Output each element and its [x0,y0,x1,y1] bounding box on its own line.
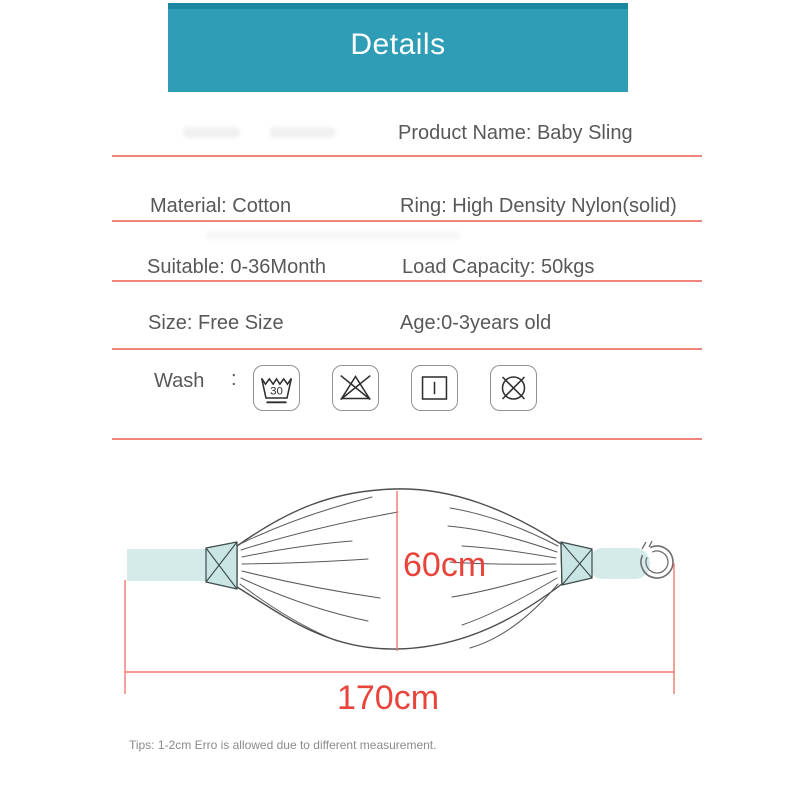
page-title: Details [350,28,446,61]
do-not-dry-clean-icon [490,365,537,411]
faint-watermark [183,127,240,138]
drip-dry-icon [411,365,458,411]
left-connector-icon [206,542,237,589]
height-dimension-label: 60cm [403,546,487,584]
sling-body [237,489,562,649]
wash-temperature: 30 [270,385,283,398]
faint-watermark [270,127,335,138]
ring-icon [641,541,673,578]
right-connector-icon [561,542,592,585]
divider-line [112,280,702,282]
spec-suitable: Suitable: 0-36Month [147,256,327,278]
tips-note: Tips: 1-2cm Erro is allowed due to different measurement. [129,738,437,752]
spec-size: Size: Free Size [148,312,284,334]
divider-line [112,438,702,440]
divider-line [112,348,702,350]
wash-label: Wash [154,370,205,392]
sling-diagram [90,470,710,720]
do-not-bleach-icon [332,365,379,411]
length-dimension-label: 170cm [336,679,440,717]
spec-material: Material: Cotton [150,195,292,217]
wash-colon: : [231,368,237,390]
spec-age: Age:0-3years old [400,312,552,334]
wash-30-icon [253,365,300,411]
left-strap [127,549,208,581]
divider-line [112,220,702,222]
spec-load-capacity: Load Capacity: 50kgs [402,256,595,278]
details-header-banner [168,3,628,92]
spec-ring: Ring: High Density Nylon(solid) [400,195,677,217]
faint-watermark [205,231,460,240]
spec-product-name: Product Name: Baby Sling [398,122,633,144]
divider-line [112,155,702,157]
banner-top-edge [168,3,628,9]
